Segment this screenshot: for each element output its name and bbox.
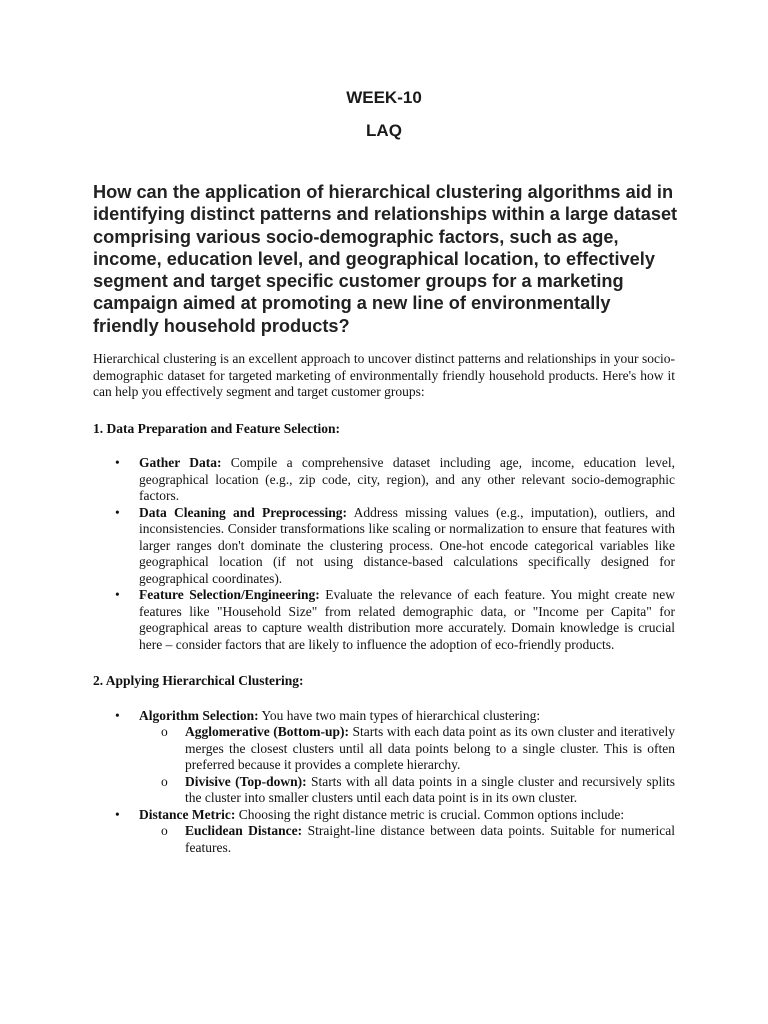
list-item [93,708,675,807]
list-item-term: Distance Metric: [139,806,236,822]
sub-list-item [139,823,675,856]
sub-item-term: Euclidean Distance: [185,823,303,838]
list-item-term: Algorithm Selection: [139,707,259,723]
section1-list [93,455,675,653]
list-item-text: Choosing the right distance metric is crucial. Common options include: [235,806,625,822]
list-item-text: Address missing values (e.g., imputation), outliers, and inconsistencies. Consider transformations like scaling or normalization to ensure that features with larger ranges don't dominate the clustering process. One-hot encode categorical variables like geographical location (if not using distance-based calculations specifically designed for geographical coordinates). [139,504,675,586]
week-title: WEEK-10 [346,88,422,107]
sub-list [139,823,675,856]
bullet-marker: • [115,587,120,602]
list-item [93,807,675,857]
list-item [93,455,675,505]
section-heading-data-preparation: 1. Data Preparation and Feature Selection: [93,420,340,436]
bullet-marker: • [115,504,120,520]
list-item-term: Feature Selection/Engineering: [139,587,320,602]
bullet-marker: • [115,806,120,822]
laq-subtitle: LAQ [366,121,402,140]
list-item-text: Compile a comprehensive dataset including age, income, education level, geographical location (e.g., zip code, city, region), and any other relevant socio-demographic factors. [139,455,675,503]
list-item-term: Data Cleaning and Preprocessing: [139,504,348,520]
list-item [93,505,675,588]
sub-item-text: Starts with all data points in a single cluster and recursively splits the cluster into smaller clusters until each data point is in its own cluster. [185,773,675,805]
sub-list-item [139,774,675,807]
sub-bullet-marker: o [161,773,168,789]
question-heading: How can the application of hierarchical clustering algorithms aid in identifying distinct patterns and relationships within a large dataset comprising various socio-demographic factors, such as age, income, education level, and geographical location, to effectively segment and target specific customer groups for a marketing campaign aimed at promoting a new line of environmentally friendly household products? [93,182,678,336]
bullet-marker: • [115,455,120,470]
list-item-text: You have two main types of hierarchical clustering: [258,707,541,723]
section-heading-applying-clustering: 2. Applying Hierarchical Clustering: [93,673,304,688]
answer-body [93,351,675,856]
sub-bullet-marker: o [161,823,168,838]
sub-list-item [139,724,675,774]
sub-item-term: Divisive (Top-down): [185,773,307,789]
sub-item-text: Starts with each data point as its own cluster and iteratively merges the closest clusters until all data points belong to a single cluster. This is often preferred because it provides a complete hierarchy. [185,724,675,772]
list-item-text: Evaluate the relevance of each feature. You might create new features like "Household Size" from related demographic data, or "Income per Capita" for geographical areas to capture wealth distribution more accurately. Domain knowledge is crucial here – consider factors that are likely to influence the adoption of eco-friendly products. [139,587,675,652]
list-item [93,587,675,653]
section2-list [93,708,675,857]
sub-list [139,724,675,807]
sub-item-term: Agglomerative (Bottom-up): [185,724,349,739]
sub-item-text: Straight-line distance between data points. Suitable for numerical features. [185,823,675,855]
sub-bullet-marker: o [161,724,168,739]
intro-paragraph: Hierarchical clustering is an excellent approach to uncover distinct patterns and relationships in your socio-demographic dataset for targeted marketing of environmentally friendly household products. Here's how it can help you effectively segment and target customer groups: [93,351,675,399]
bullet-marker: • [115,707,120,723]
list-item-term: Gather Data: [139,455,222,470]
